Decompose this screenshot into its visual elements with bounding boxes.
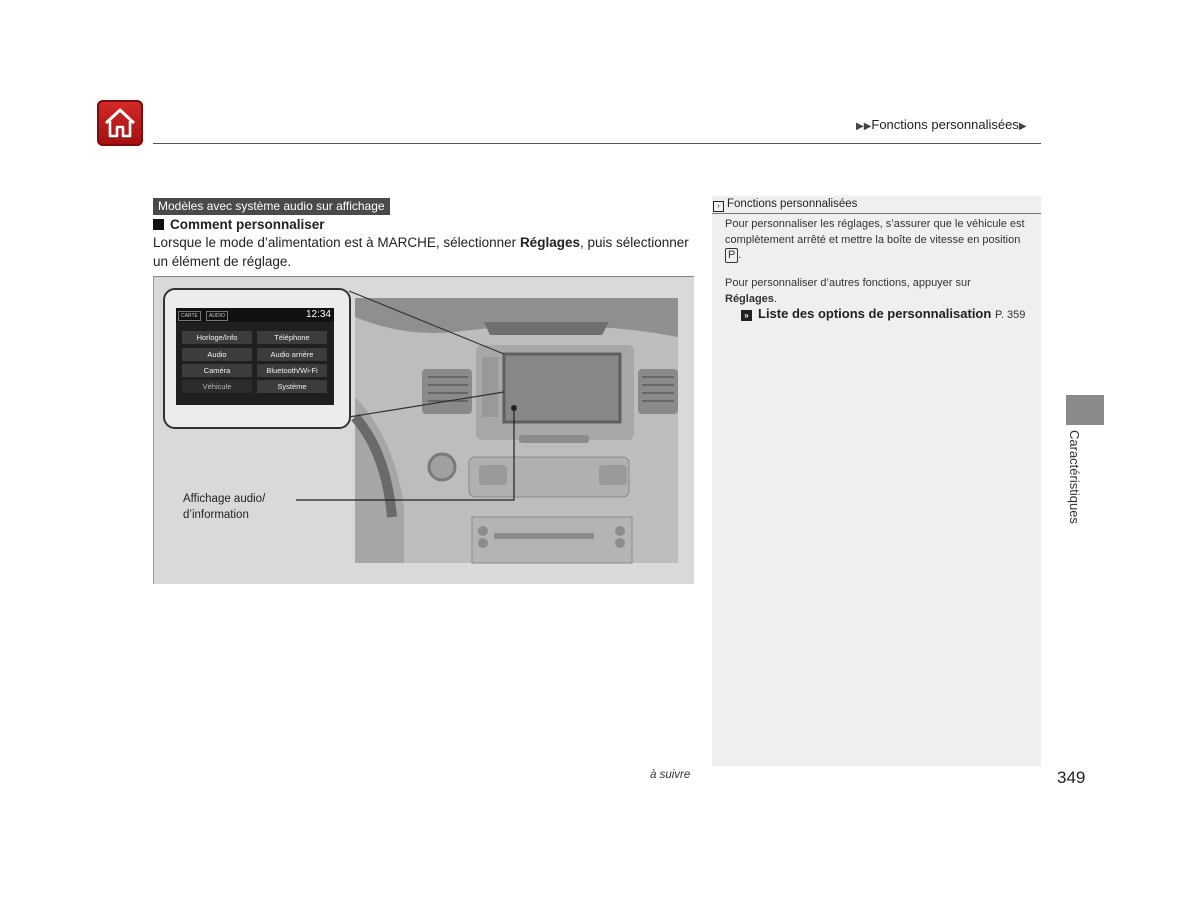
- menu-button-camera[interactable]: Caméra: [182, 364, 252, 377]
- section-title: [153, 217, 325, 232]
- xref-page: P. 359: [994, 309, 1026, 321]
- instruction-text: [153, 233, 693, 271]
- xref-label: Liste des options de personnalisation: [758, 306, 992, 321]
- callout-line: d’information: [183, 508, 249, 521]
- header-divider: [153, 143, 1041, 144]
- home-icon: [103, 107, 137, 139]
- gear-p-key: P: [725, 248, 738, 263]
- menu-button-bluetooth-wifi[interactable]: Bluetooth/Wi-Fi: [257, 364, 327, 377]
- menu-button-audio[interactable]: Audio: [182, 348, 252, 361]
- tab-audio[interactable]: AUDIO: [206, 311, 228, 321]
- note-marker-icon: ›: [713, 201, 724, 212]
- display-callout-label: [183, 492, 265, 523]
- instruction-bold: Réglages: [519, 235, 580, 250]
- sidebar-paragraph: Pour personnaliser d’autres fonctions, appuyer sur Réglages.: [725, 277, 971, 305]
- sidebar-text: Pour personnaliser d’autres fonctions, appuyer sur: [725, 277, 971, 289]
- sidebar-title-text: Fonctions personnalisées: [727, 198, 858, 210]
- sidebar-bold-text: Réglages: [725, 292, 774, 305]
- breadcrumb-arrow-icon: ▶▶: [856, 121, 872, 132]
- sidebar-text: Pour personnaliser les réglages, s’assurer que le véhicule est complètement arrêté et mettre la boîte de vitesse en position: [725, 218, 1025, 246]
- chapter-label: Caractéristiques: [1067, 430, 1082, 524]
- cross-reference-link[interactable]: [741, 306, 1025, 321]
- breadcrumb-arrow-icon: ▶: [1018, 121, 1027, 132]
- breadcrumb-label: Fonctions personnalisées: [871, 117, 1019, 132]
- menu-button-telephone[interactable]: Téléphone: [257, 331, 327, 344]
- page-number: 349: [1057, 768, 1086, 787]
- home-button[interactable]: [97, 100, 143, 146]
- xref-arrow-icon: »: [741, 310, 752, 321]
- instruction-part: , puis sélectionner un élément de réglage.: [153, 235, 689, 269]
- menu-button-vehicule[interactable]: Véhicule: [182, 380, 252, 393]
- model-tag: Modèles avec système audio sur affichage: [153, 198, 390, 215]
- continued-note: à suivre: [650, 769, 691, 781]
- callout-line: Affichage audio/: [183, 493, 266, 505]
- tab-carte[interactable]: CARTE: [178, 311, 201, 321]
- breadcrumb[interactable]: [856, 117, 1027, 132]
- menu-button-systeme[interactable]: Système: [257, 380, 327, 393]
- screen-clock: 12:34: [305, 309, 331, 320]
- section-title-text: Comment personnaliser: [170, 217, 325, 232]
- sidebar-title: [712, 196, 1041, 214]
- screen-status-bar: [176, 308, 334, 322]
- menu-button-audio-arriere[interactable]: Audio arrière: [257, 348, 327, 361]
- square-bullet-icon: [153, 219, 164, 230]
- chapter-tab[interactable]: [1066, 395, 1104, 425]
- instruction-part: Lorsque le mode d’alimentation est à MARCHE, sélectionner: [153, 235, 520, 250]
- audio-display-screen: [176, 308, 334, 405]
- sidebar-paragraph: Pour personnaliser les réglages, s’assurer que le véhicule est complètement arrêté et mettre la boîte de vitesse en position P .: [725, 218, 1025, 261]
- menu-button-horloge-info[interactable]: Horloge/Info: [182, 331, 252, 344]
